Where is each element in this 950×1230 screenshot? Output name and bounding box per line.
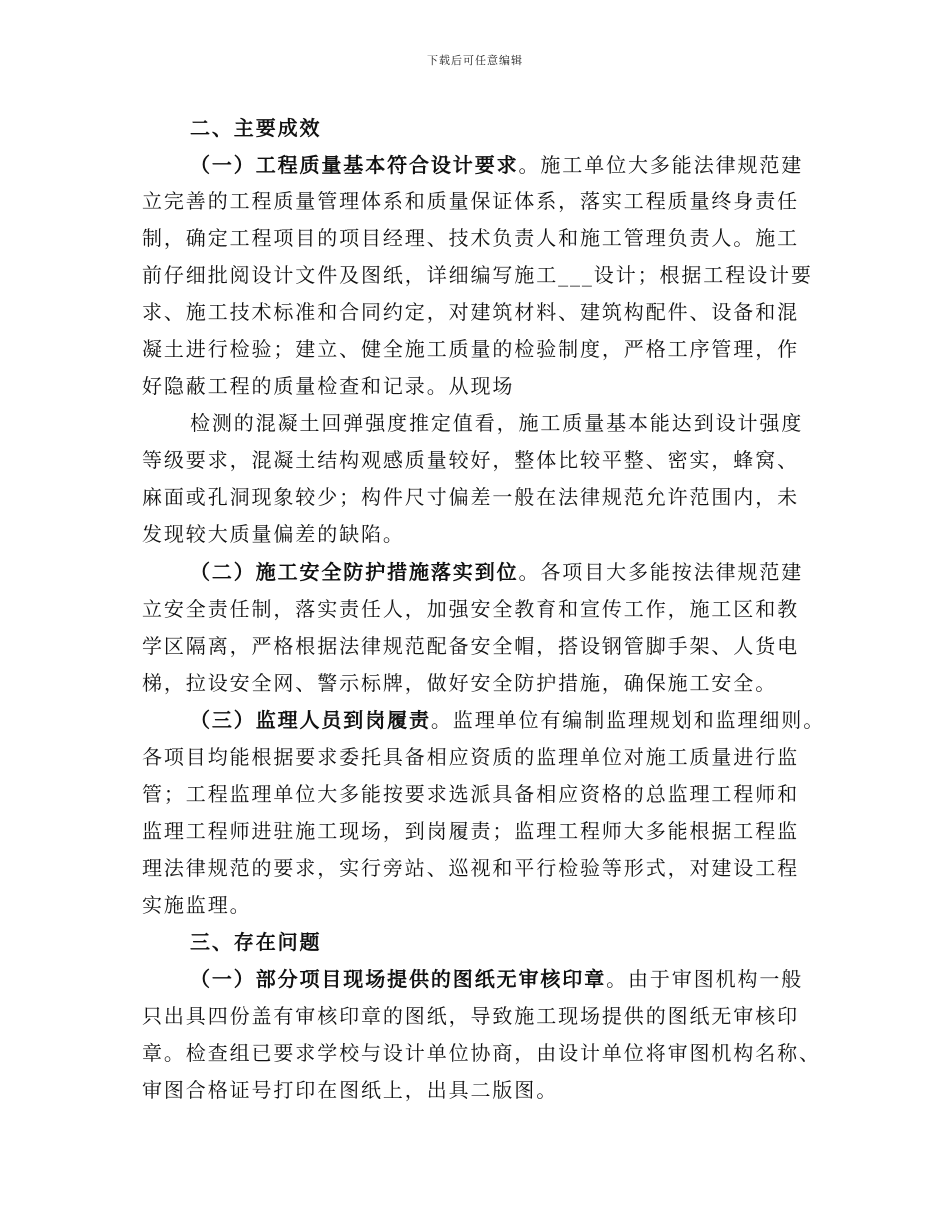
text-span: 。监理单位有编制监理规划和监理细则。 bbox=[430, 708, 826, 732]
subsection-title-drawings: （一）部分项目现场提供的图纸无审核印章 bbox=[190, 967, 607, 991]
paragraph-line: 发现较大质量偏差的缺陷。 bbox=[142, 522, 405, 546]
paragraph-line: 立完善的工程质量管理体系和质量保证体系，落实工程质量终身责任 bbox=[142, 189, 799, 213]
section-heading-problems: 三、存在问题 bbox=[190, 930, 322, 954]
paragraph-line: 只出具四份盖有审核印章的图纸，导致施工现场提供的图纸无审核印 bbox=[142, 1004, 799, 1028]
section-heading-achievements: 二、主要成效 bbox=[190, 116, 322, 140]
subsection-title-safety: （二）施工安全防护措施落实到位 bbox=[190, 560, 519, 584]
text-span: 。施工单位大多能法律规范建 bbox=[518, 153, 804, 177]
paragraph-line: 检测的混凝土回弹强度推定值看，施工质量基本能达到设计强度 bbox=[190, 411, 804, 435]
paragraph-line: 实施监理。 bbox=[142, 893, 252, 917]
paragraph-line: 好隐蔽工程的质量检查和记录。从现场 bbox=[142, 374, 515, 398]
paragraph-line: 前仔细批阅设计文件及图纸，详细编写施工___设计；根据工程设计要 bbox=[142, 263, 813, 287]
text-span: 。各项目大多能按法律规范建 bbox=[518, 560, 804, 584]
paragraph-line bbox=[190, 559, 803, 585]
page-header: 下载后可任意编辑 bbox=[427, 54, 523, 67]
subsection-title-supervision: （三）监理人员到岗履责 bbox=[190, 708, 431, 732]
paragraph-line: 立安全责任制，落实责任人，加强安全教育和宣传工作，施工区和教 bbox=[142, 597, 799, 621]
paragraph-line bbox=[190, 707, 825, 733]
subsection-title-quality: （一）工程质量基本符合设计要求 bbox=[190, 153, 519, 177]
paragraph-line: 审图合格证号打印在图纸上，出具二版图。 bbox=[142, 1078, 559, 1102]
paragraph-line: 各项目均能根据要求委托具备相应资质的监理单位对施工质量进行监 bbox=[142, 745, 799, 769]
paragraph-line: 监理工程师进驻施工现场，到岗履责；监理工程师大多能根据工程监 bbox=[142, 819, 799, 843]
paragraph-line: 制，确定工程项目的项目经理、技术负责人和施工管理负责人。施工 bbox=[142, 226, 799, 250]
paragraph-line: 管；工程监理单位大多能按要求选派具备相应资格的总监理工程师和 bbox=[142, 782, 799, 806]
paragraph-line: 学区隔离，严格根据法律规范配备安全帽，搭设钢管脚手架、人货电 bbox=[142, 634, 799, 658]
paragraph-line: 麻面或孔洞现象较少；构件尺寸偏差一般在法律规范允许范围内，未 bbox=[142, 485, 799, 509]
paragraph-line: 求、施工技术标准和合同约定，对建筑材料、建筑构配件、设备和混 bbox=[142, 300, 799, 324]
paragraph-line bbox=[190, 966, 803, 992]
paragraph-line: 等级要求，混凝土结构观感质量较好，整体比较平整、密实，蜂窝、 bbox=[142, 448, 799, 472]
paragraph-line: 凝土进行检验；建立、健全施工质量的检验制度，严格工序管理，作 bbox=[142, 337, 799, 361]
paragraph-line: 理法律规范的要求，实行旁站、巡视和平行检验等形式，对建设工程 bbox=[142, 856, 799, 880]
paragraph-line: 梯，拉设安全网、警示标牌，做好安全防护措施，确保施工安全。 bbox=[142, 671, 778, 695]
paragraph-line: 章。检查组已要求学校与设计单位协商，由设计单位将审图机构名称、 bbox=[142, 1041, 821, 1065]
paragraph-line bbox=[190, 152, 803, 178]
text-span: 。由于审图机构一般 bbox=[606, 967, 804, 991]
